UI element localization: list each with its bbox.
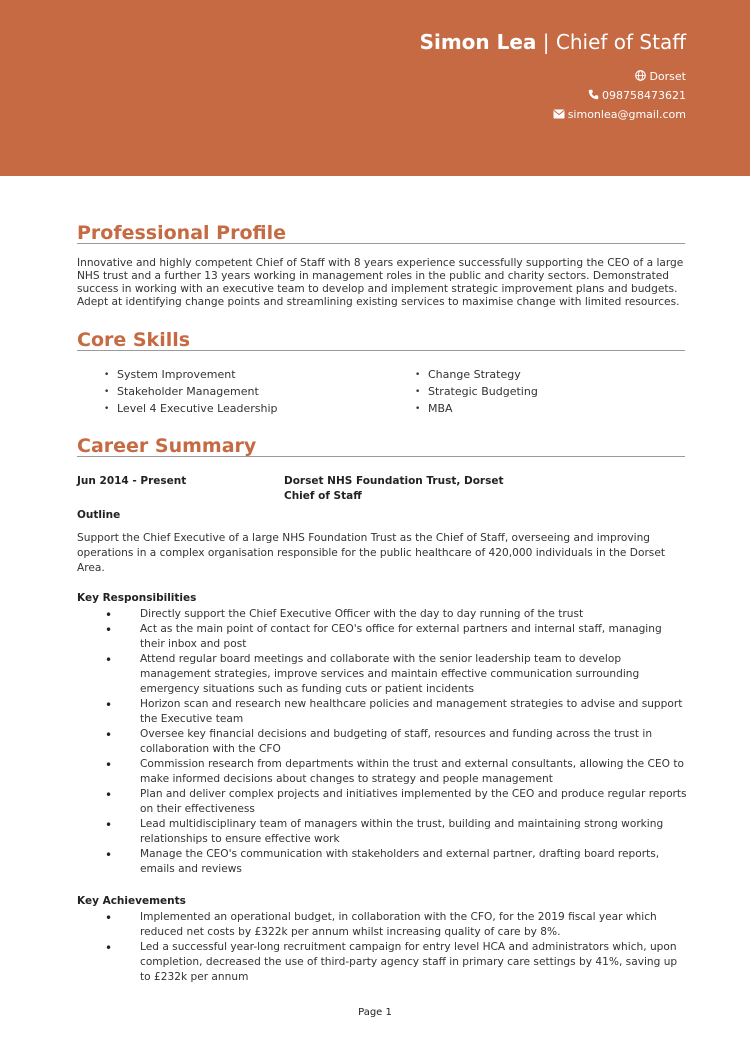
contact-email (553, 108, 686, 121)
header-banner (0, 0, 750, 176)
name-separator: | (542, 30, 550, 54)
skill-item: Level 4 Executive Leadership (117, 402, 278, 415)
candidate-name: Simon Lea (419, 30, 537, 54)
profile-divider (77, 243, 685, 244)
location-text: Dorset (649, 70, 686, 83)
responsibility-item: Manage the CEO's communication with stakeholders and external partner, drafting board reports, emails and reviews (140, 848, 660, 875)
email-text[interactable]: simonlea@gmail.com (567, 108, 686, 121)
list-bullet: • (105, 608, 113, 622)
list-bullet: • (105, 728, 113, 742)
responsibilities-label: Key Responsibilities (77, 592, 197, 604)
skill-bullet: • (415, 404, 421, 414)
skill-item: MBA (428, 402, 453, 415)
profile-text: Innovative and highly competent Chief of Staff with 8 years experience successfully supporting the CEO of a large NHS trust and a further 13 years working in management roles in the public and charity sectors. Demonstrated success in working with an executive team to develop and implement strategic improvement plans and budgets. Adept at identifying change points and streamlining existing services to maximise change with limited resources. (77, 257, 684, 308)
skill-bullet: • (104, 404, 110, 414)
skill-bullet: • (415, 387, 421, 397)
responsibility-item: Act as the main point of contact for CEO's office for external partners and internal staff, managing their inbox and post (140, 623, 662, 650)
page-number: Page 1 (358, 1007, 392, 1018)
skill-item: Strategic Budgeting (428, 385, 538, 398)
skill-bullet: • (104, 387, 110, 397)
outline-text: Support the Chief Executive of a large NHS Foundation Trust as the Chief of Staff, overseeing and improving operations in a complex organisation responsible for the public healthcare of 420,000 individuals in the Dorset Area. (77, 532, 665, 574)
achievements-label: Key Achievements (77, 895, 186, 907)
skills-divider (77, 350, 685, 351)
job-role: Chief of Staff (284, 490, 362, 502)
list-bullet: • (105, 788, 113, 802)
list-bullet: • (105, 848, 113, 862)
phone-icon (588, 89, 599, 100)
job-organisation: Dorset NHS Foundation Trust, Dorset (284, 475, 504, 487)
globe-icon (635, 70, 646, 81)
list-bullet: • (105, 758, 113, 772)
job-title-header: Chief of Staff (555, 30, 686, 54)
skill-item: Change Strategy (428, 368, 521, 381)
achievement-item: Led a successful year-long recruitment campaign for entry level HCA and administrators which, upon completion, decreased the use of third-party agency staff in primary care settings by 41%, saving up to £232k per annum (140, 941, 678, 983)
skills-heading: Core Skills (77, 329, 191, 351)
list-bullet: • (105, 911, 113, 925)
list-bullet: • (105, 698, 113, 712)
responsibility-item: Commission research from departments within the trust and external consultants, allowing the CEO to make informed decisions about changes to strategy and people management (140, 758, 684, 785)
career-heading: Career Summary (77, 435, 257, 457)
skill-bullet: • (104, 370, 110, 380)
responsibility-item: Lead multidisciplinary team of managers within the trust, building and maintaining strong working relationships to ensure effective work (140, 818, 664, 845)
envelope-icon (553, 109, 565, 119)
responsibility-item: Directly support the Chief Executive Officer with the day to day running of the trust (140, 608, 584, 620)
skill-bullet: • (415, 370, 421, 380)
profile-heading: Professional Profile (77, 222, 286, 244)
contact-location (635, 70, 686, 83)
list-bullet: • (105, 623, 113, 637)
skill-item: Stakeholder Management (117, 385, 259, 398)
job-date: Jun 2014 - Present (77, 475, 187, 487)
responsibility-item: Plan and deliver complex projects and initiatives implemented by the CEO and produce regular reports on their effectiveness (140, 788, 687, 815)
responsibility-item: Attend regular board meetings and collaborate with the senior leadership team to develop management strategies, improve services and maintain effective communication surrounding emergency situations such as funding cuts or patient incidents (140, 653, 640, 695)
career-divider (77, 456, 685, 457)
phone-text[interactable]: 09875847362​1 (602, 89, 686, 102)
name-title (420, 30, 686, 54)
responsibility-item: Oversee key financial decisions and budgeting of staff, resources and funding across the trust in collaboration with the CFO (140, 728, 653, 755)
contact-phone (588, 89, 686, 102)
list-bullet: • (105, 818, 113, 832)
achievement-item: Implemented an operational budget, in collaboration with the CFO, for the 2019 fiscal year which reduced net costs by £322k per annum whilst increasing quality of care by 8%. (140, 911, 657, 938)
outline-label: Outline (77, 509, 121, 521)
list-bullet: • (105, 941, 113, 955)
responsibility-item: Horizon scan and research new healthcare policies and management strategies to advise and support the Executive team (140, 698, 683, 725)
skill-item: System Improvement (117, 368, 236, 381)
list-bullet: • (105, 653, 113, 667)
